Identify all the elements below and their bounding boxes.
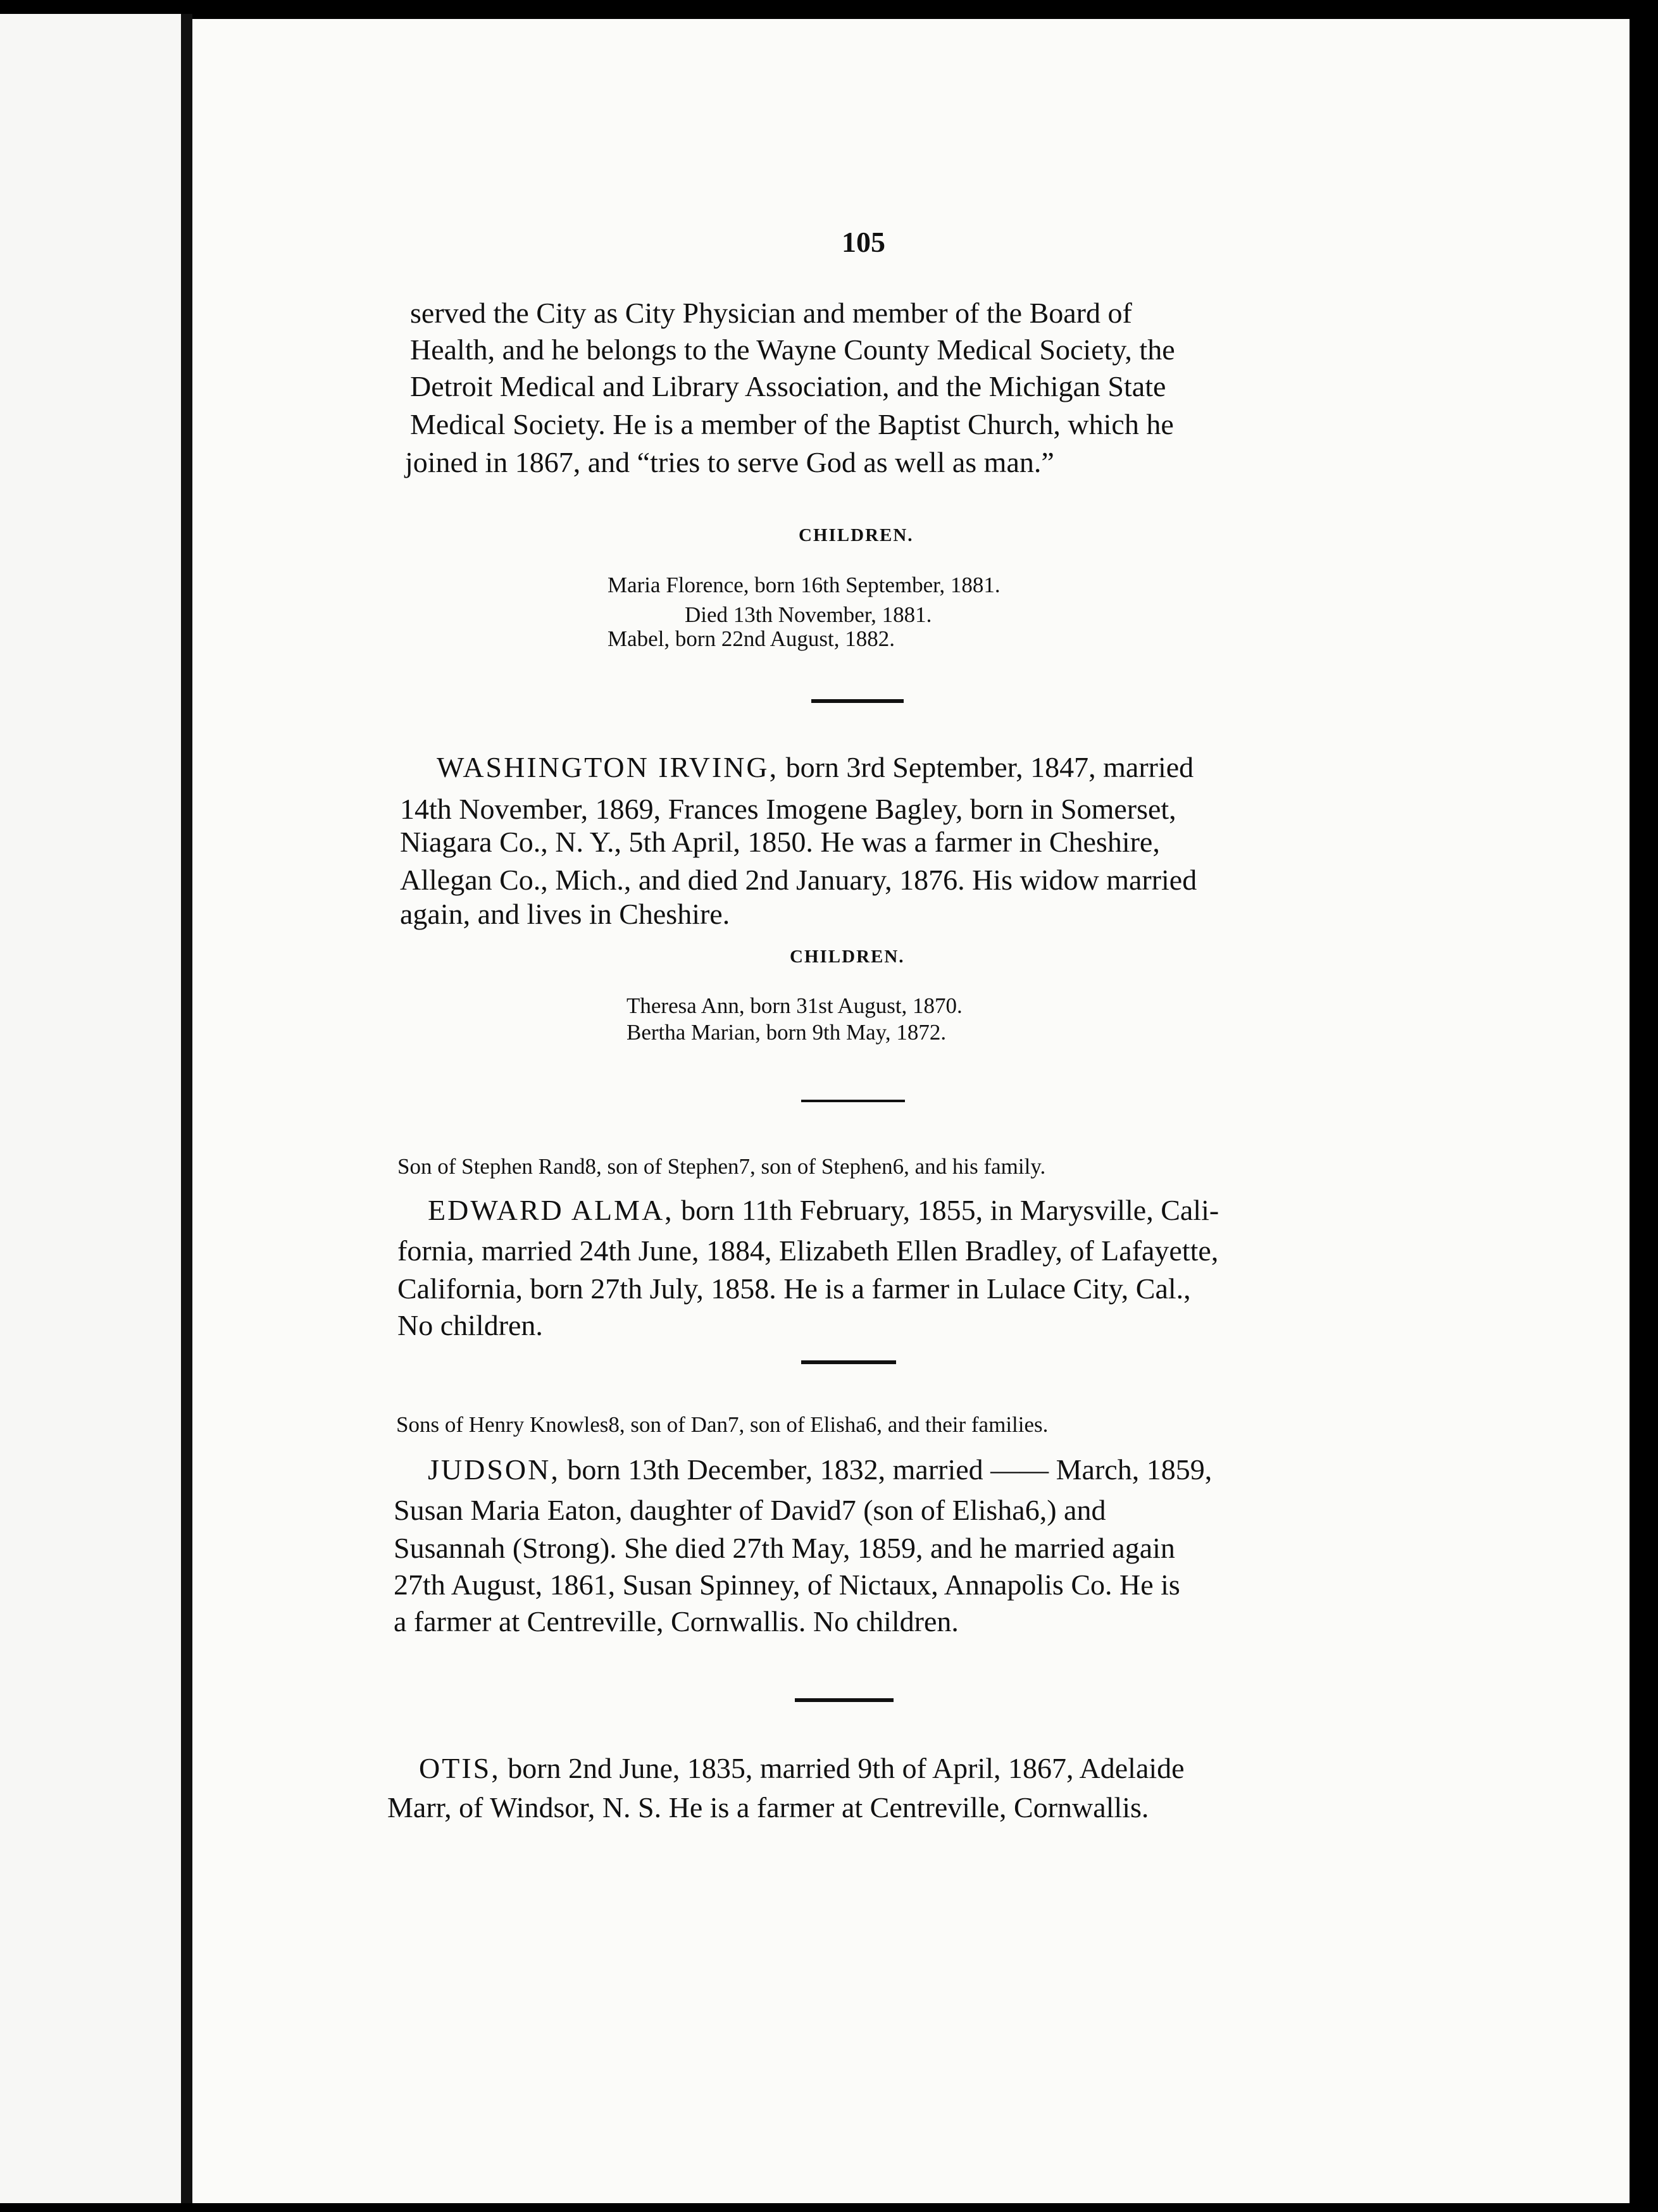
child-entry: Died 13th November, 1881. [685,602,932,627]
entry-line: fornia, married 24th June, 1884, Elizabeth Ellen Bradley, of Lafayette, [397,1234,1219,1267]
left-page-edge [0,14,190,2203]
children-heading: CHILDREN. [790,947,905,967]
entry-name: OTIS, [419,1752,501,1784]
child-entry: Theresa Ann, born 31st August, 1870. [626,993,963,1018]
entry-line: Susannah (Strong). She died 27th May, 1859, and he married again [394,1532,1175,1564]
section-divider [811,699,904,703]
entry-first-line [419,1751,1185,1785]
entry-name: WASHINGTON IRVING, [437,751,779,783]
section-divider [801,1360,896,1364]
entry-text: born 3rd September, 1847, married [778,751,1194,783]
para1-line-5: joined in 1867, and “tries to serve God as well as man.” [405,446,1054,478]
entry-line: No children. [397,1309,543,1341]
entry-first-line [428,1453,1212,1486]
child-entry: Bertha Marian, born 9th May, 1872. [626,1020,947,1045]
para1-line-1: served the City as City Physician and member of the Board of [410,297,1132,329]
entry-first-line [437,750,1194,784]
entry-line: 27th August, 1861, Susan Spinney, of Nictaux, Annapolis Co. He is [394,1569,1180,1601]
page-number: 105 [842,226,885,258]
entry-line: Marr, of Windsor, N. S. He is a farmer at Centreville, Cornwallis. [387,1791,1149,1824]
para1-line-3: Detroit Medical and Library Association, and the Michigan State [410,370,1166,402]
entry-line: 14th November, 1869, Frances Imogene Bagley, born in Somerset, [400,793,1176,825]
entry-first-line [428,1193,1219,1227]
entry-line: Niagara Co., N. Y., 5th April, 1850. He was a farmer in Cheshire, [400,826,1160,858]
right-border [1630,19,1658,2212]
entry-line: California, born 27th July, 1858. He is a farmer in Lulace City, Cal., [397,1272,1191,1305]
entry-line: again, and lives in Cheshire. [400,898,730,930]
entry-name: JUDSON, [428,1453,560,1486]
entry-line: Allegan Co., Mich., and died 2nd January, 1876. His widow married [400,864,1197,896]
entry-name: EDWARD ALMA, [428,1194,674,1226]
para1-line-2: Health, and he belongs to the Wayne County Medical Society, the [410,333,1175,366]
para1-line-4: Medical Society. He is a member of the Baptist Church, which he [410,408,1174,440]
entry-line: a farmer at Centreville, Cornwallis. No children. [394,1605,959,1637]
entry-text: born 2nd June, 1835, married 9th of April, 1867, Adelaide [500,1752,1185,1784]
lineage-line: Sons of Henry Knowles8, son of Dan7, son of Elisha6, and their families. [396,1412,1049,1437]
child-entry: Mabel, born 22nd August, 1882. [608,626,895,651]
page-gutter [181,14,192,2203]
entry-line: Susan Maria Eaton, daughter of David7 (son of Elisha6,) and [394,1494,1106,1526]
lineage-line: Son of Stephen Rand8, son of Stephen7, son of Stephen6, and his family. [397,1154,1046,1179]
entry-text: born 13th December, 1832, married —— March, 1859, [559,1453,1212,1486]
bottom-border [0,2203,1658,2212]
section-divider [795,1698,894,1702]
section-divider [801,1100,905,1102]
children-heading: CHILDREN. [799,525,914,545]
entry-text: born 11th February, 1855, in Marysville, Cali- [673,1194,1219,1226]
child-entry: Maria Florence, born 16th September, 1881. [608,573,1000,597]
